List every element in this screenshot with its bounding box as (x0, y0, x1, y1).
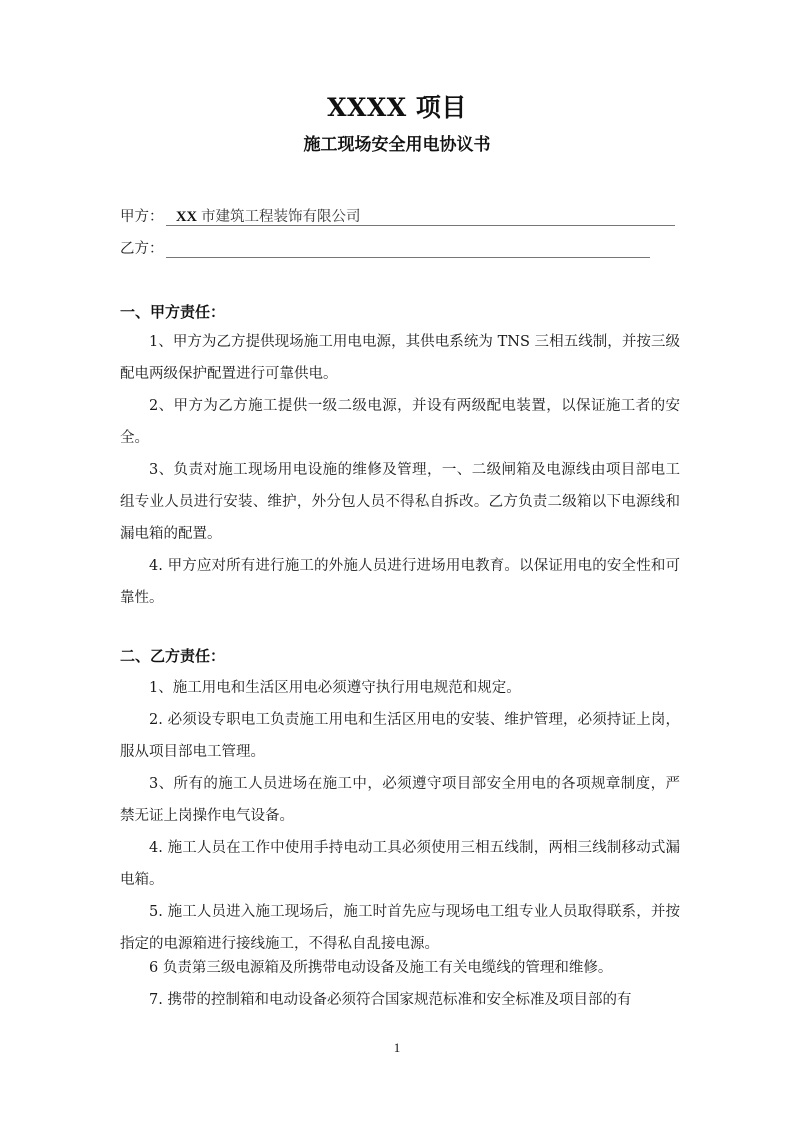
clause-a-3: 3、负责对施工现场用电设施的维修及管理，一、二级闸箱及电源线由项目部电工组专业人员进行安装、维护，外分包人员不得私自拆改。乙方负责二级箱以下电源线和漏电箱的配置。 (120, 462, 680, 542)
clause-b-1: 1、施工用电和生活区用电必须遵守执行用电规范和规定。 (149, 680, 521, 696)
party-b-underline (166, 257, 650, 258)
document-subtitle: 施工现场安全用电协议书 (303, 135, 491, 155)
party-a-row (120, 205, 680, 229)
clause-b-3: 3、所有的施工人员进场在施工中，必须遵守项目部安全用电的各项规章制度，严禁无证上岗操作电气设备。 (120, 776, 680, 824)
clause-b-7: 7. 携带的控制箱和电动设备必须符合国家规范标准和安全标准及项目部的有 (149, 992, 632, 1008)
section-heading-party-a: 一、甲方责任： (120, 303, 226, 321)
clause-a-4: 4. 甲方应对所有进行施工的外施人员进行进场用电教育。以保证用电的安全性和可靠性。 (120, 558, 680, 606)
clause-b-2: 2. 必须设专职电工负责施工用电和生活区用电的安装、维护管理，必须持证上岗，服从项目部电工管理。 (120, 712, 680, 760)
clause-b-5: 5. 施工人员进入施工现场后，施工时首先应与现场电工组专业人员取得联系，并按指定的电源箱进行接线施工，不得私自乱接电源。 (120, 904, 680, 952)
section-heading-party-b: 二、乙方责任： (120, 647, 226, 665)
party-a-label: 甲方： (120, 209, 164, 225)
party-a-value-prefix: XX (176, 209, 197, 225)
document-title: XXXX 项目 (327, 93, 467, 122)
clause-b-6: 6 负责第三级电源箱及所携带电动设备及施工有关电缆线的管理和维修。 (149, 960, 613, 976)
clause-b-4: 4. 施工人员在工作中使用手持电动工具必须使用三相五线制，两相三线制移动式漏电箱。 (120, 840, 680, 888)
page-number: 1 (393, 1040, 401, 1055)
party-b-row (120, 237, 680, 261)
party-a-underline (166, 225, 675, 226)
clause-a-2: 2、甲方为乙方施工提供一级二级电源，并设有两级配电装置，以保证施工者的安全。 (120, 398, 680, 446)
party-b-label: 乙方： (120, 241, 164, 257)
party-a-value-rest: 市建筑工程装饰有限公司 (196, 209, 361, 225)
clause-a-1: 1、甲方为乙方提供现场施工用电电源，其供电系统为 TNS 三相五线制，并按三级配电两级保护配置进行可靠供电。 (120, 334, 680, 382)
